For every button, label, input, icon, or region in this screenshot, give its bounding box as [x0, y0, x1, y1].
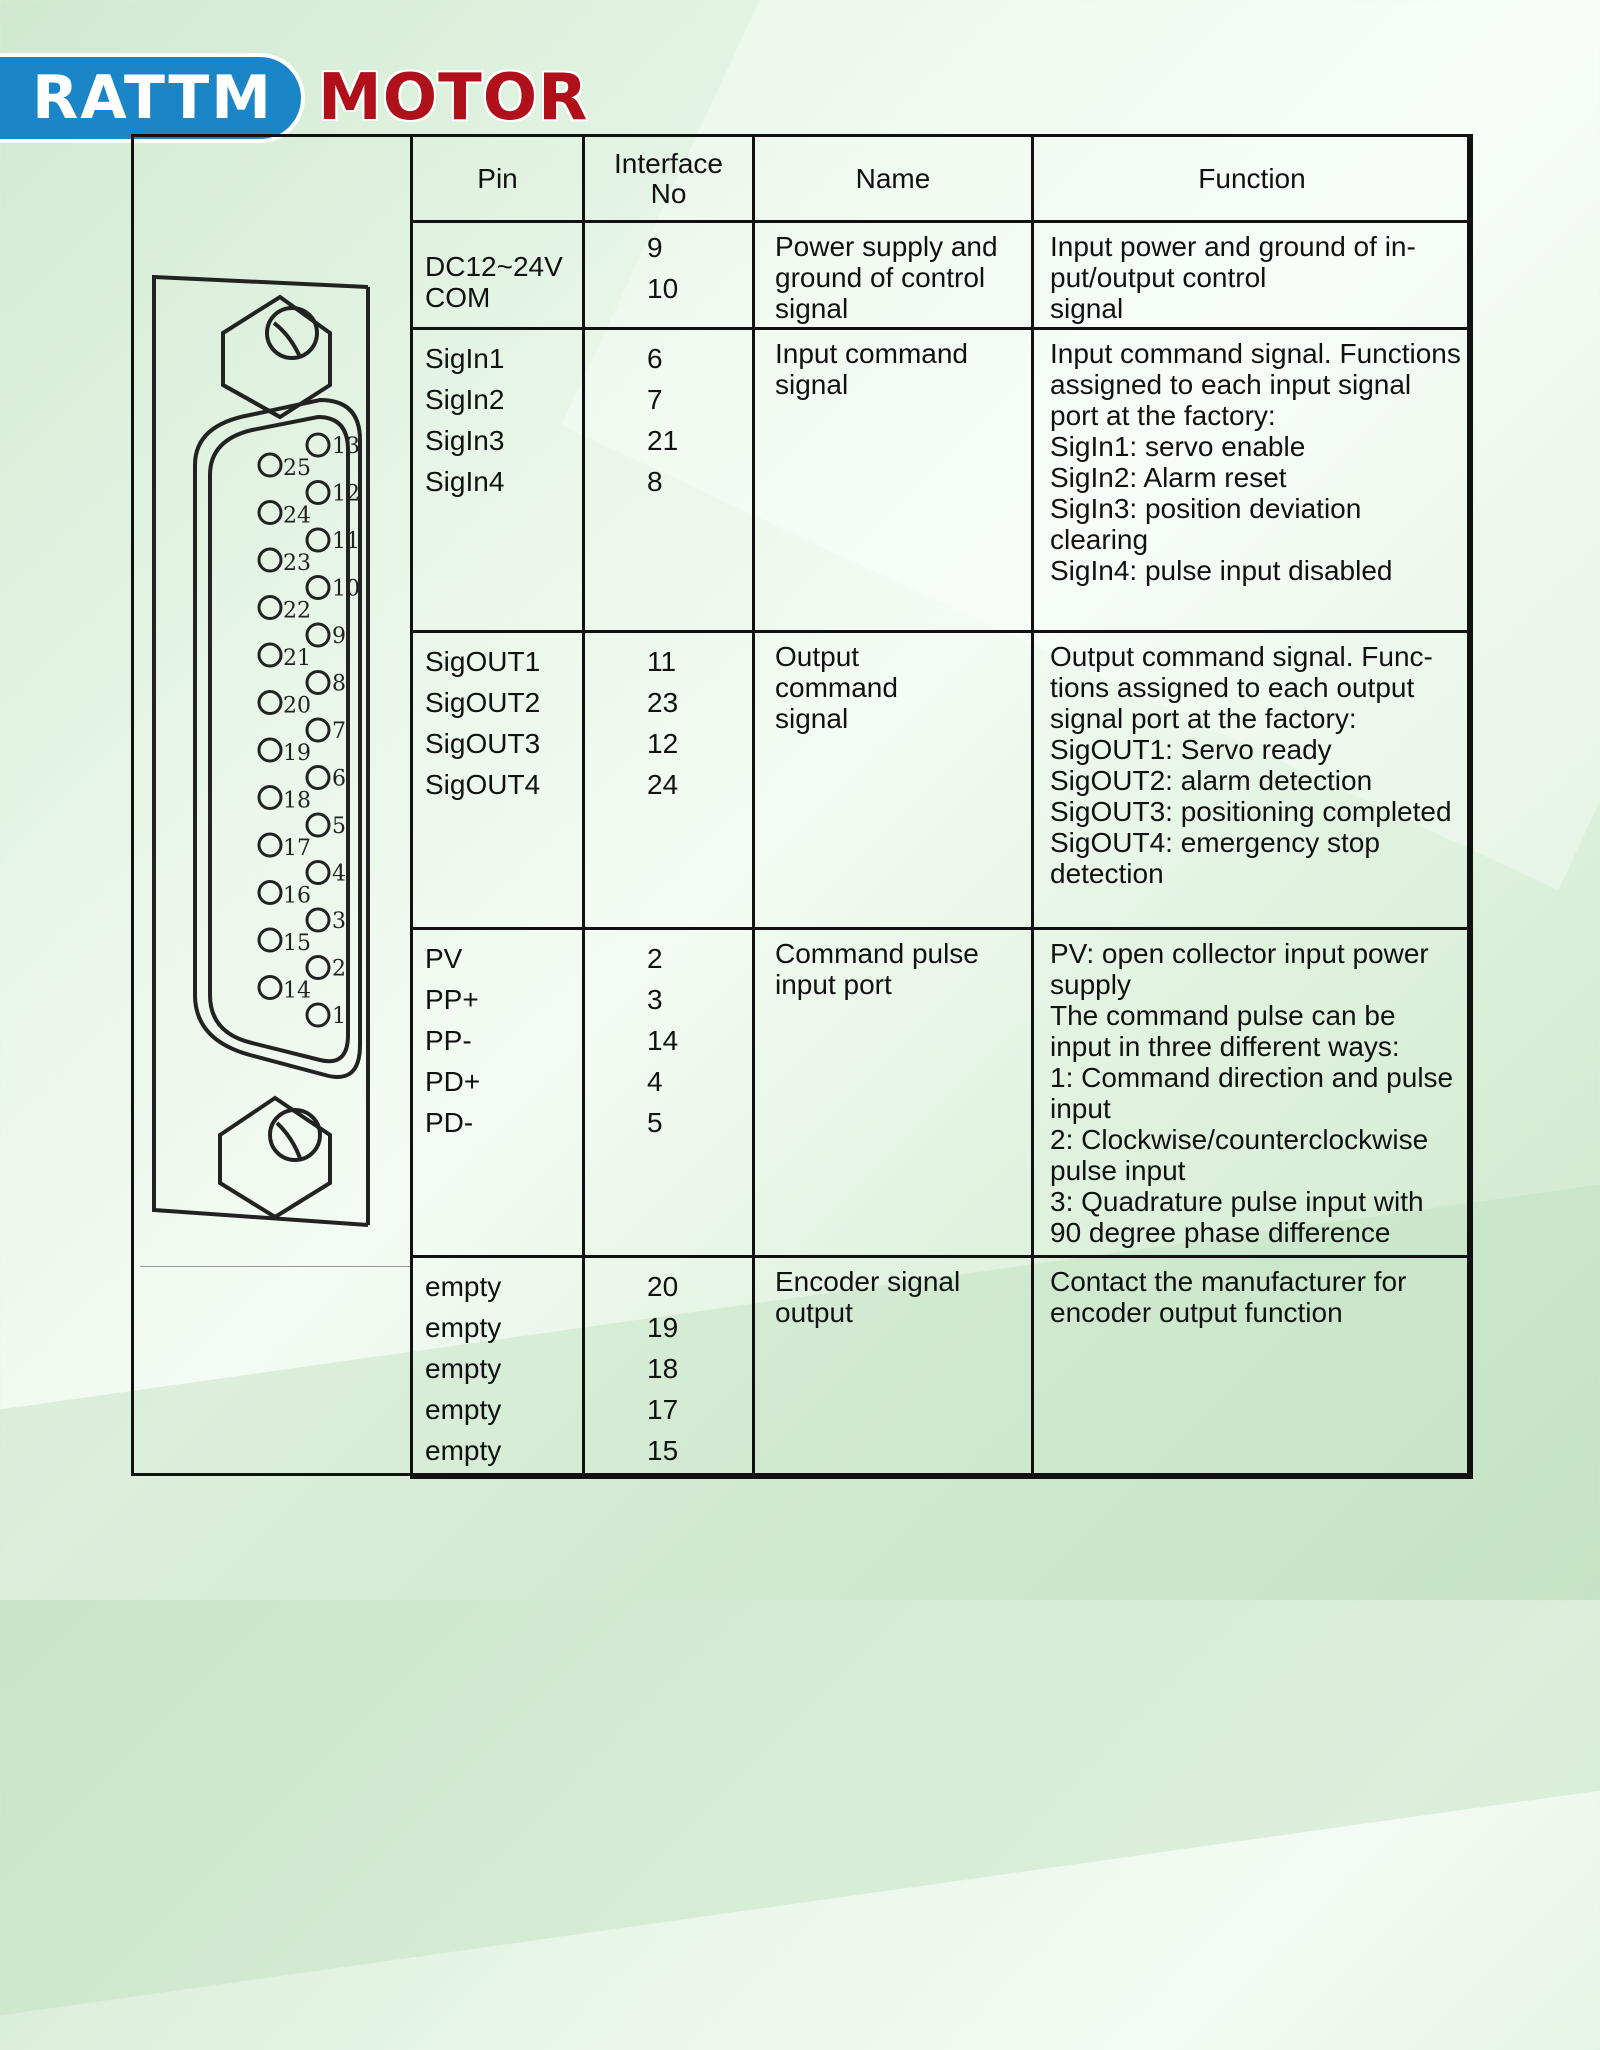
connector-pin-number: 14 [283, 978, 311, 1004]
interface-number: 5 [647, 1107, 663, 1138]
pin-label: empty [425, 1271, 502, 1302]
signal-name: Encoder signal output [775, 1266, 961, 1328]
connector-pin-number: 10 [332, 576, 360, 602]
connector-pin-number: 18 [283, 788, 311, 814]
interface-number: 8 [647, 466, 663, 497]
connector-pin-number: 6 [332, 766, 346, 792]
db25-connector-diagram [150, 275, 390, 1255]
table-row [412, 1257, 1472, 1478]
connector-pin-hole [307, 672, 329, 694]
table-row [412, 929, 1472, 1257]
connector-pin-number: 3 [332, 909, 346, 934]
header-interface-no: Interface No [584, 136, 754, 222]
function-description: Output command signal. Func- tions assigned to each output signal port at the factory: SigOUT1: Servo ready SigOUT2: alarm detection SigOUT3: positioning completed SigOUT4: emergency stop detection [1050, 641, 1452, 889]
table-row [412, 329, 1472, 632]
signal-name-cell [754, 1257, 1033, 1478]
pin-label: empty [425, 1312, 502, 1343]
table-row [412, 222, 1472, 329]
interface-number: 6 [647, 343, 663, 374]
interface-number: 2 [647, 943, 663, 974]
connector-pin-hole [307, 814, 329, 836]
interface-number: 23 [647, 687, 679, 718]
pin-definition-table [410, 134, 1473, 1479]
connector-pin-number: 24 [283, 503, 311, 529]
connector-pin-hole [259, 739, 281, 761]
pin-label: SigIn3 [425, 425, 505, 456]
connector-pin-hole [259, 454, 281, 476]
function-cell [1033, 632, 1472, 929]
connector-pin-hole [259, 502, 281, 524]
interface-number: 21 [647, 425, 679, 456]
interface-number: 12 [647, 728, 679, 759]
header-name: Name [754, 136, 1033, 222]
signal-name: Output command signal [775, 641, 898, 734]
pin-label: COM [425, 282, 491, 313]
signal-name: Command pulse input port [775, 938, 979, 1000]
function-cell [1033, 329, 1472, 632]
connector-pin-number: 22 [283, 598, 311, 624]
connector-pin-number: 9 [332, 624, 346, 649]
pin-label: empty [425, 1435, 502, 1466]
connector-pin-number: 4 [332, 861, 346, 887]
function-description: Input power and ground of in- put/output control signal [1050, 231, 1416, 324]
connector-pin-number: 12 [332, 481, 360, 507]
interface-number-cell [584, 1257, 754, 1478]
signal-name-cell [754, 929, 1033, 1257]
connector-pin-hole [307, 1004, 329, 1026]
interface-number-cell [584, 632, 754, 929]
interface-number: 18 [647, 1353, 679, 1384]
connector-pin-number: 16 [283, 883, 311, 909]
signal-name-cell [754, 222, 1033, 329]
pin-label: SigOUT1 [425, 646, 541, 677]
pin-label: SigIn4 [425, 466, 505, 497]
connector-pin-hole [259, 977, 281, 999]
brand-logo-left [0, 53, 305, 143]
connector-pin-number: 15 [283, 931, 311, 956]
interface-number: 19 [647, 1312, 679, 1343]
interface-number-cell [584, 222, 754, 329]
connector-pin-hole [307, 624, 329, 646]
header-function: Function [1033, 136, 1472, 222]
pin-label: SigIn2 [425, 384, 505, 415]
header-pin: Pin [412, 136, 584, 222]
interface-number: 7 [647, 384, 663, 415]
function-cell [1033, 929, 1472, 1257]
connector-pin-number: 20 [283, 693, 311, 719]
connector-pin-hole [307, 862, 329, 884]
connector-pin-number: 25 [283, 456, 311, 481]
pin-label: PD- [425, 1107, 474, 1138]
pin-label: SigOUT3 [425, 728, 541, 759]
pin-label: empty [425, 1394, 502, 1425]
function-description: PV: open collector input power supply The command pulse can be input in three different ways: 1: Command direction and pulse input 2: Clockwise/counterclockwise pulse input 3: Quadrature pulse input with 90 degree phase difference [1050, 938, 1454, 1248]
connector-pin-hole [307, 957, 329, 979]
connector-pin-number: 8 [332, 671, 346, 697]
pin-label: empty [425, 1353, 502, 1384]
interface-number: 17 [647, 1394, 679, 1425]
interface-number: 14 [647, 1025, 679, 1056]
interface-number: 11 [647, 646, 677, 677]
pin-cell [412, 329, 584, 632]
connector-pin-hole [307, 529, 329, 551]
pin-cell [412, 632, 584, 929]
connector-pin-hole [259, 929, 281, 951]
interface-number: 15 [647, 1435, 679, 1466]
connector-pin-number: 17 [283, 836, 311, 861]
interface-number-cell [584, 929, 754, 1257]
pin-label: PV [425, 943, 463, 974]
pin-label: SigOUT4 [425, 769, 541, 800]
function-description: Contact the manufacturer for encoder output function [1050, 1266, 1407, 1328]
connector-pin-hole [307, 767, 329, 789]
pin-label: SigOUT2 [425, 687, 541, 718]
signal-name-cell [754, 632, 1033, 929]
brand-left-text: RATTM [32, 63, 273, 133]
pin-cell [412, 929, 584, 1257]
connector-pin-hole [307, 719, 329, 741]
table-row [412, 632, 1472, 929]
function-description: Input command signal. Functions assigned to each input signal port at the factory: SigIn1: servo enable SigIn2: Alarm reset SigIn3: position deviation clearing SigIn4: pulse input disabled [1050, 338, 1461, 586]
connector-pin-hole [307, 434, 329, 456]
pin-label: PP- [425, 1025, 472, 1056]
function-cell [1033, 222, 1472, 329]
interface-number: 9 [647, 232, 663, 263]
connector-pin-hole [259, 644, 281, 666]
connector-pin-hole [259, 692, 281, 714]
pin-cell [412, 222, 584, 329]
pin-label: SigIn1 [425, 343, 505, 374]
connector-pin-number: 19 [283, 741, 311, 766]
connector-pin-number: 13 [332, 434, 360, 459]
signal-name-cell [754, 329, 1033, 632]
connector-pin-number: 23 [283, 551, 311, 576]
connector-pin-number: 21 [283, 646, 311, 671]
interface-number-cell [584, 329, 754, 632]
interface-number: 3 [647, 984, 663, 1015]
table-header-row [412, 136, 1472, 222]
connector-pin-hole [259, 834, 281, 856]
connector-pin-hole [307, 909, 329, 931]
signal-name: Power supply and ground of control signal [775, 231, 998, 324]
connector-pin-number: 7 [332, 719, 346, 744]
connector-pin-hole [259, 597, 281, 619]
function-cell [1033, 1257, 1472, 1478]
interface-number: 24 [647, 769, 679, 800]
brand-logo-right: MOTOR [318, 61, 589, 135]
interface-number: 10 [647, 273, 679, 304]
signal-name: Input command signal [775, 338, 968, 400]
connector-pin-number: 5 [332, 814, 346, 839]
connector-pin-number: 11 [332, 529, 360, 554]
connector-pin-hole [307, 482, 329, 504]
connector-pin-hole [259, 882, 281, 904]
connector-pin-number: 2 [332, 956, 346, 982]
pin-label: PD+ [425, 1066, 481, 1097]
connector-pin-hole [259, 787, 281, 809]
connector-pin-hole [307, 577, 329, 599]
pin-label: PP+ [425, 984, 479, 1015]
connector-pin-hole [259, 549, 281, 571]
interface-number: 20 [647, 1271, 679, 1302]
pin-cell [412, 1257, 584, 1478]
pin-label: DC12~24V [425, 251, 563, 282]
interface-number: 4 [647, 1066, 663, 1097]
connector-pin-number: 1 [332, 1004, 346, 1029]
divider-line [140, 1266, 410, 1267]
